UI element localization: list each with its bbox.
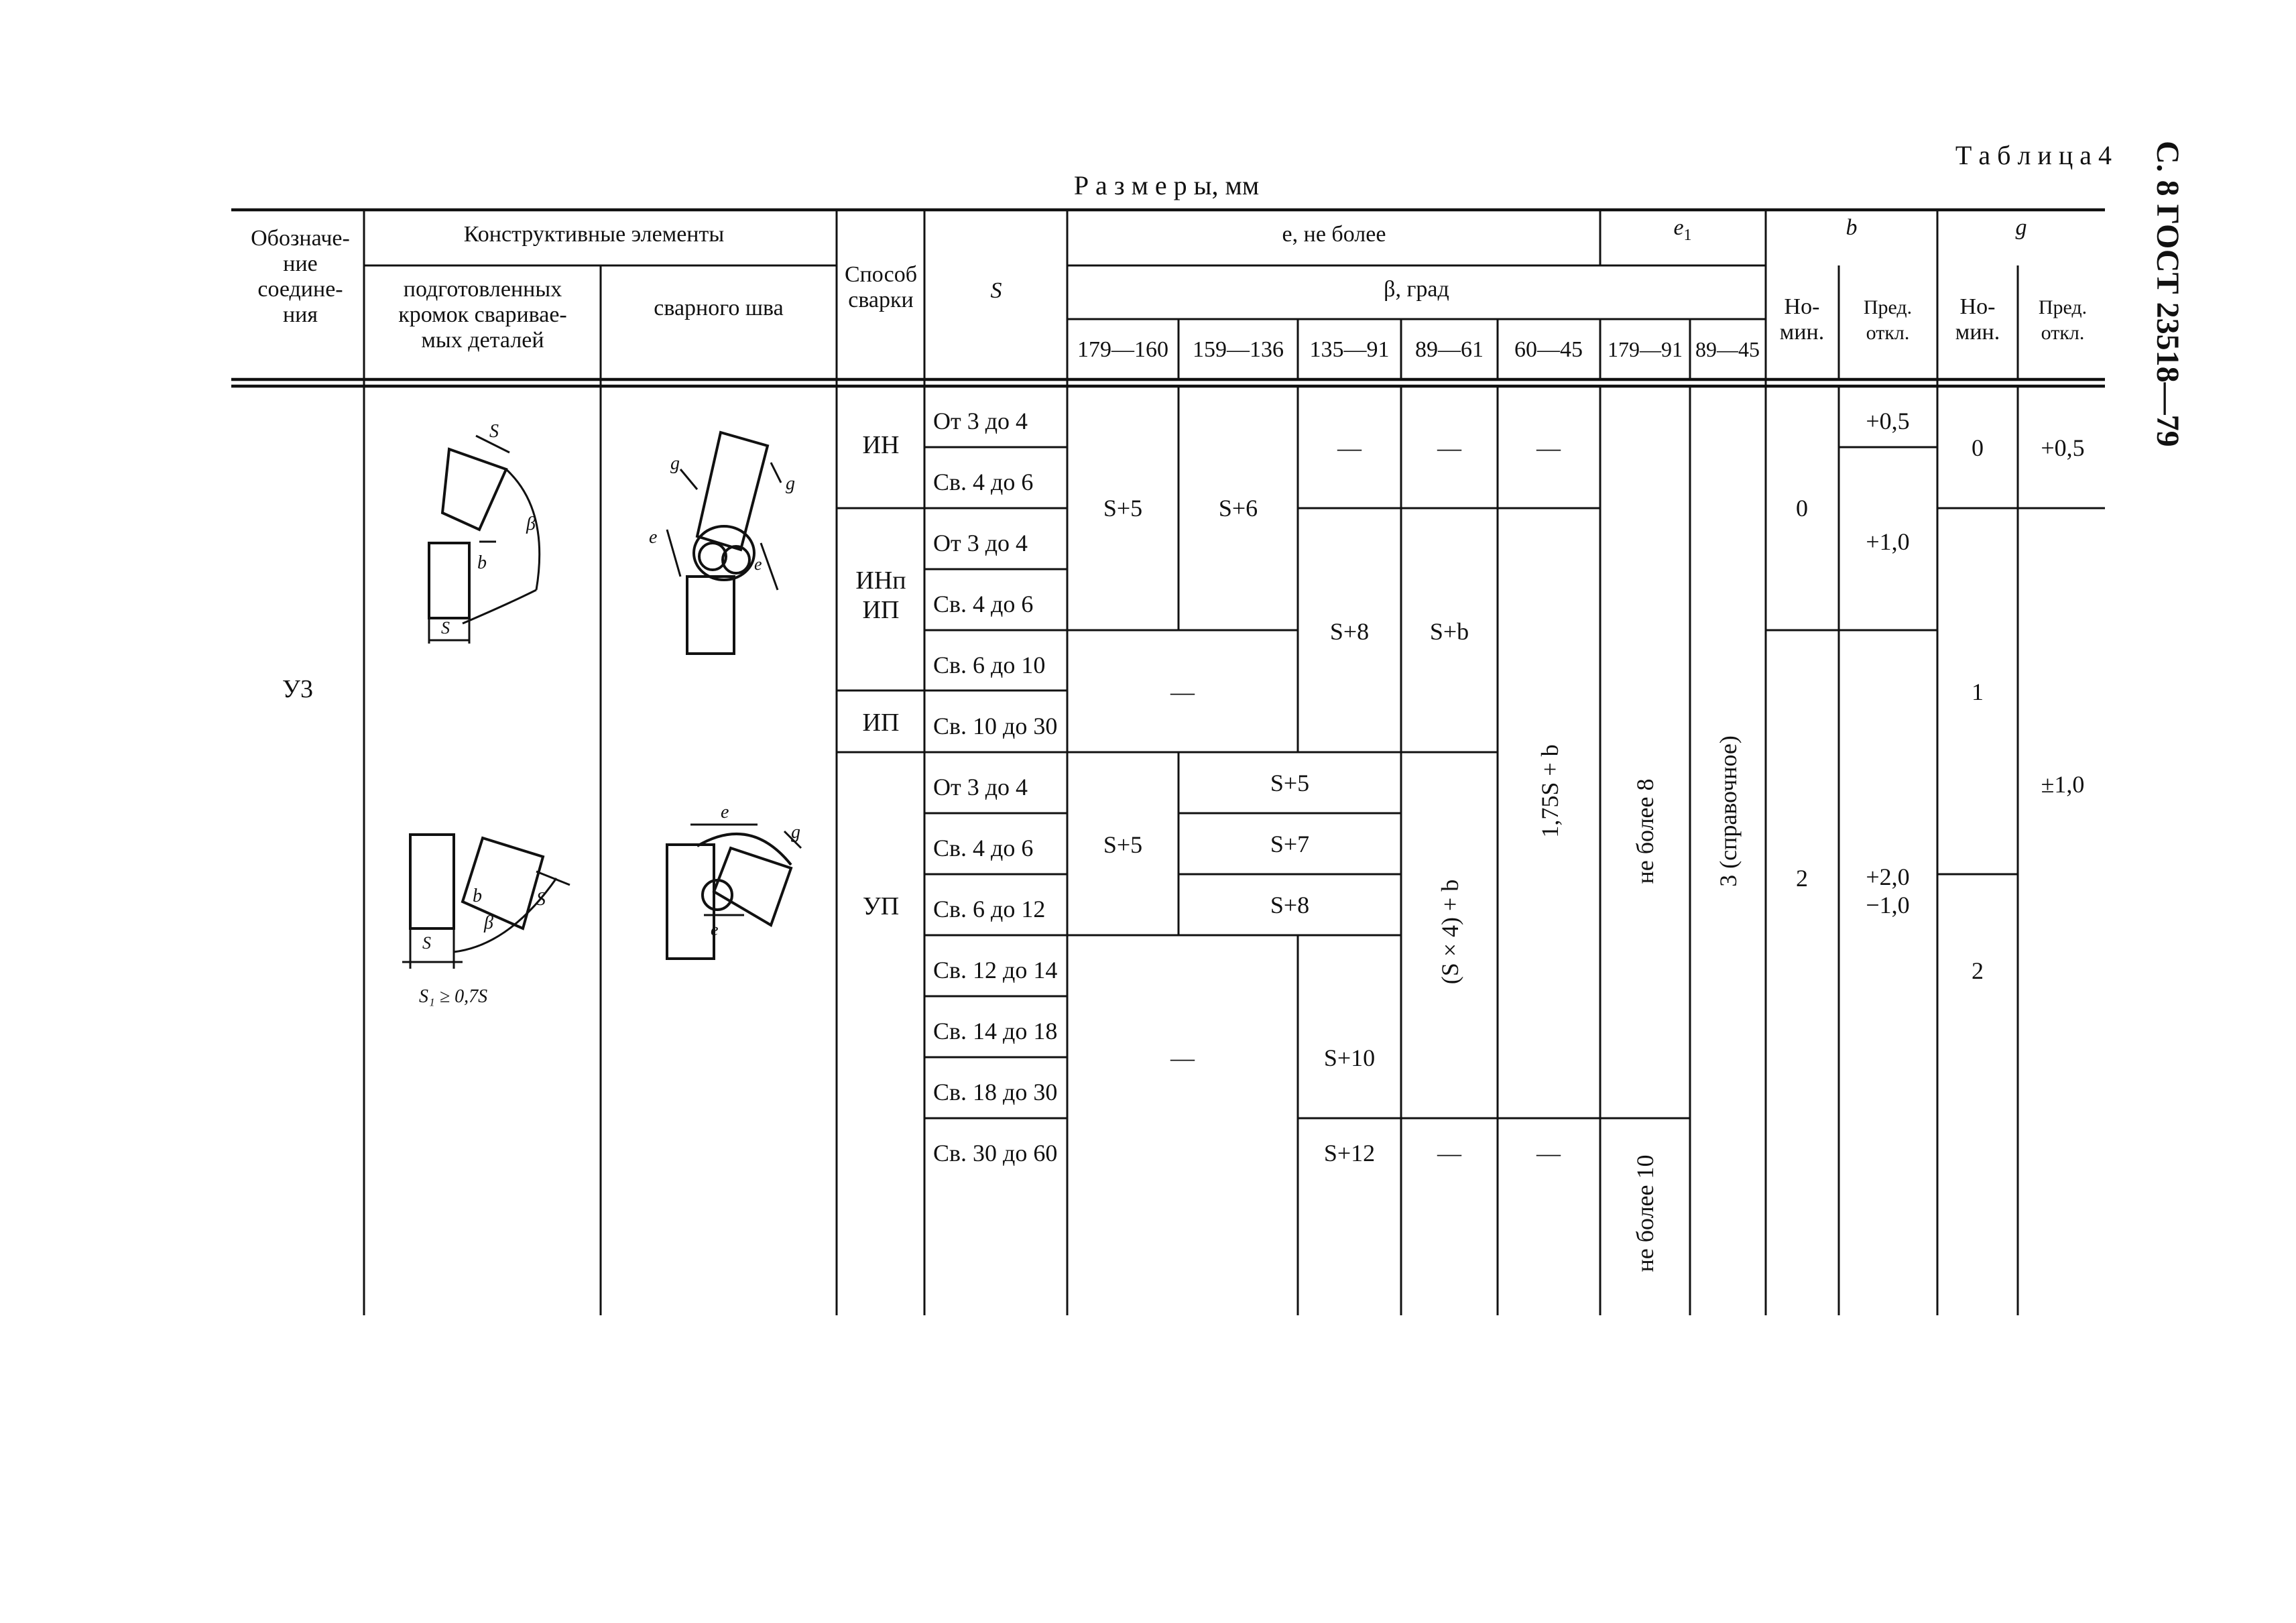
s-row-2: Св. 4 до 6 bbox=[933, 469, 1034, 495]
s-row-8: Св. 4 до 6 bbox=[933, 835, 1034, 861]
e-s10: S+10 bbox=[1323, 1044, 1376, 1071]
table-grid bbox=[231, 210, 2105, 1315]
drawing-weld-seam-bottom bbox=[667, 802, 801, 959]
side-header: С. 8 ГОСТ 23518—79 bbox=[2150, 141, 2185, 447]
s-row-5: Св. 6 до 10 bbox=[933, 652, 1046, 678]
e-dash-last-a: — bbox=[1437, 1140, 1461, 1166]
e1-not-more-8: не более 8 bbox=[1632, 778, 1658, 884]
drawing-label-s1: S bbox=[441, 618, 450, 638]
e1-ref-3: 3 (справочное) bbox=[1715, 735, 1742, 887]
header-g-pred-2: откл. bbox=[2041, 322, 2085, 344]
drawing-label-e1-2: e bbox=[711, 920, 719, 939]
method-ip: ИП bbox=[862, 709, 900, 737]
g-nom-0: 0 bbox=[1972, 434, 1984, 461]
s-row-9: Св. 6 до 12 bbox=[933, 896, 1046, 922]
e-dash-last-b: — bbox=[1536, 1140, 1561, 1166]
e-s12: S+12 bbox=[1323, 1140, 1376, 1166]
e-s8-right: S+8 bbox=[1270, 892, 1310, 918]
drawing-label-g-1: g bbox=[670, 453, 680, 474]
designation-cell: У3 bbox=[282, 675, 313, 703]
drawing-label-beta-2: β bbox=[484, 912, 493, 933]
drawing-label-e1: e bbox=[754, 554, 762, 574]
drawing-label-beta: β bbox=[526, 514, 536, 534]
g-nom-1: 1 bbox=[1972, 678, 1984, 705]
method-in: ИН bbox=[862, 431, 900, 459]
header-e1: $e_1$ bbox=[1673, 215, 1692, 244]
s-row-3: От 3 до 4 bbox=[933, 530, 1028, 556]
header-weld: сварного шва bbox=[654, 296, 784, 320]
s-row-13: Св. 30 до 60 bbox=[933, 1140, 1058, 1166]
header-designation-4: ния bbox=[282, 302, 318, 327]
e1-not-more-10: не более 10 bbox=[1632, 1154, 1658, 1272]
header-b-pred-2: откл. bbox=[1866, 322, 1910, 344]
e-s5-top: S+5 bbox=[1103, 495, 1143, 522]
s-row-11: Св. 14 до 18 bbox=[933, 1018, 1058, 1044]
header-e-not-more: е, не более bbox=[1282, 222, 1386, 247]
header-b-nom-1: Но- bbox=[1784, 294, 1820, 319]
s-row-6: Св. 10 до 30 bbox=[933, 713, 1058, 739]
header-designation-2: ние bbox=[283, 251, 318, 276]
header-prepared-1: подготовленных bbox=[403, 277, 562, 302]
header-method-1: Способ bbox=[844, 262, 918, 287]
method-inp-2: ИП bbox=[862, 596, 900, 624]
drawing-weld-seam-top bbox=[649, 432, 795, 654]
s-row-7: От 3 до 4 bbox=[933, 774, 1028, 800]
drawing-prepared-edges-bottom bbox=[402, 835, 570, 1007]
drawing-label-s: S bbox=[489, 421, 499, 442]
header-designation-1: Обозначе- bbox=[251, 226, 350, 251]
drawing-label-e: e bbox=[649, 527, 658, 548]
header-g-nom-2: мин. bbox=[1955, 320, 2000, 345]
drawing-prepared-edges-top bbox=[429, 421, 540, 644]
e-s5-low: S+5 bbox=[1103, 831, 1143, 858]
e-s6-top: S+6 bbox=[1218, 495, 1258, 522]
s-row-12: Св. 18 до 30 bbox=[933, 1079, 1058, 1105]
drawing-label-s-2: S bbox=[536, 889, 546, 910]
drawing-label-b: b bbox=[477, 552, 487, 573]
drawing-label-g-2: g bbox=[786, 473, 795, 494]
b-dev-05: +0,5 bbox=[1866, 408, 1910, 434]
g-dev-05: +0,5 bbox=[2041, 434, 2085, 461]
header-designation-3: соедине- bbox=[257, 277, 343, 302]
table-caption: Т а б л и ц а 4 bbox=[1955, 140, 2112, 170]
e-175: 1,75S + b bbox=[1536, 744, 1563, 838]
header-angle-5: 60—45 bbox=[1514, 337, 1583, 362]
table-header bbox=[251, 215, 2087, 362]
header-g-nom-1: Но- bbox=[1959, 294, 1996, 319]
header-angle-7: 89—45 bbox=[1695, 337, 1760, 361]
dims-caption: Р а з м е р ы, мм bbox=[1073, 170, 1260, 200]
drawing-label-g-3: g bbox=[791, 822, 800, 843]
b-dev-20: +2,0 bbox=[1866, 863, 1910, 890]
g-nom-2: 2 bbox=[1972, 957, 1984, 984]
e-s8-top: S+8 bbox=[1329, 618, 1370, 645]
header-constructive: Конструктивные элементы bbox=[463, 222, 725, 247]
header-b-nom-2: мин. bbox=[1779, 320, 1825, 345]
e-sb: S+b bbox=[1429, 618, 1469, 645]
s-row-1: От 3 до 4 bbox=[933, 408, 1028, 434]
e-dash-mid: — bbox=[1170, 678, 1195, 705]
e-s5-right: S+5 bbox=[1270, 770, 1310, 796]
drawing-label-s1-2: S bbox=[422, 933, 431, 953]
method-inp-1: ИНп bbox=[855, 566, 906, 595]
header-angle-3: 135—91 bbox=[1309, 337, 1390, 362]
b-dev-m10: −1,0 bbox=[1866, 892, 1910, 918]
header-method-2: сварки bbox=[848, 288, 914, 312]
s-row-4: Св. 4 до 6 bbox=[933, 591, 1034, 617]
table-body bbox=[282, 408, 2085, 1272]
s-row-10: Св. 12 до 14 bbox=[933, 957, 1058, 983]
header-prepared-3: мых деталей bbox=[421, 328, 544, 353]
header-angle-1: 179—160 bbox=[1077, 337, 1168, 362]
header-beta: β, град bbox=[1384, 277, 1449, 302]
method-up: УП bbox=[862, 892, 900, 920]
header-b: b bbox=[1846, 215, 1858, 240]
e-dash-low: — bbox=[1170, 1044, 1195, 1071]
header-g-pred-1: Пред. bbox=[2038, 296, 2088, 318]
header-angle-2: 159—136 bbox=[1193, 337, 1284, 362]
e-dash-c: — bbox=[1536, 434, 1561, 461]
b-nom-0: 0 bbox=[1796, 495, 1808, 522]
e-dash-b: — bbox=[1437, 434, 1461, 461]
b-nom-2: 2 bbox=[1796, 865, 1808, 892]
drawing-label-s1-cond: S₁ ≥ 0,7S bbox=[419, 986, 488, 1007]
e-s7-right: S+7 bbox=[1270, 831, 1310, 857]
e-dash-a: — bbox=[1337, 434, 1362, 461]
header-s: S bbox=[990, 278, 1002, 303]
drawing-label-e-2: e bbox=[721, 802, 729, 823]
header-g: g bbox=[2015, 215, 2027, 240]
header-angle-6: 179—91 bbox=[1608, 337, 1683, 361]
header-b-pred-1: Пред. bbox=[1863, 296, 1913, 318]
header-prepared-2: кромок сваривае- bbox=[398, 302, 567, 327]
g-dev-pm: ±1,0 bbox=[2041, 771, 2085, 798]
drawing-label-b-2: b bbox=[473, 886, 482, 906]
header-angle-4: 89—61 bbox=[1415, 337, 1484, 362]
e-s4b: (S × 4) + b bbox=[1437, 879, 1463, 985]
b-dev-10: +1,0 bbox=[1866, 528, 1910, 555]
